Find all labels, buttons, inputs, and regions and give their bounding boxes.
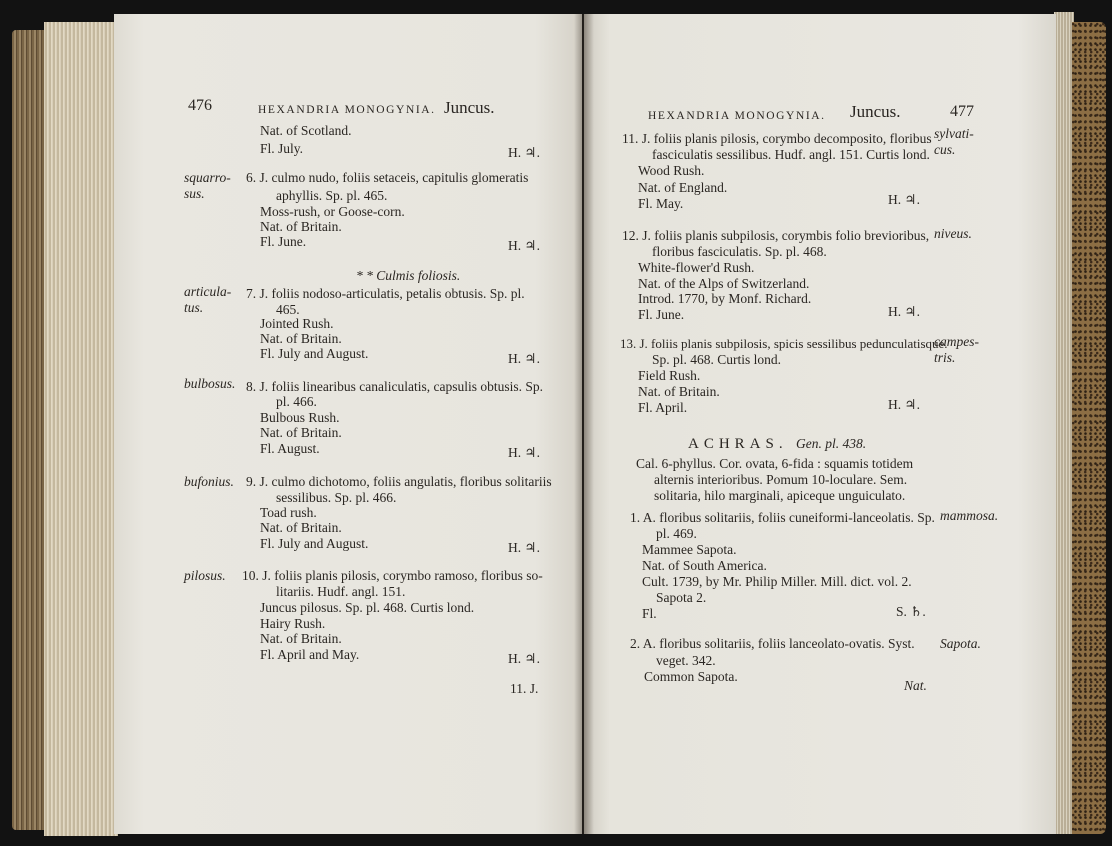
text-line: Fl. June.	[638, 307, 685, 322]
text-line: alternis interioribus. Pomum 10-loculare. Sem.	[654, 472, 908, 487]
text-line: solitaria, hilo marginali, apiceque unguiculato.	[654, 488, 906, 503]
text-line: 13. J. foliis planis subpilosis, spicis sessilibus pedunculatisque.	[620, 336, 948, 351]
text-line: 8. J. foliis linearibus canaliculatis, capsulis obtusis. Sp.	[246, 379, 543, 394]
text-line: 9. J. culmo dichotomo, foliis angulatis, floribus solitariis	[246, 474, 552, 489]
margin-note: Sapota.	[940, 636, 981, 651]
text-line: Sp. pl. 468. Curtis lond.	[652, 352, 782, 367]
text-line: 2. A. floribus solitariis, foliis lanceolato-ovatis. Syst.	[630, 636, 915, 651]
margin-note: tris.	[934, 350, 956, 365]
text-line: Wood Rush.	[638, 163, 705, 178]
catchword: Nat.	[904, 678, 927, 693]
margin-note: tus.	[184, 300, 204, 315]
text-line: Fl. July.	[260, 141, 304, 156]
genus-reference: Gen. pl. 438.	[796, 436, 867, 451]
text-line: litariis. Hudf. angl. 151.	[276, 584, 406, 599]
text-line: H. ♃.	[888, 304, 920, 319]
text-line: 10. J. foliis planis pilosis, corymbo ramoso, floribus so-	[242, 568, 543, 583]
text-line: Fl.	[642, 606, 657, 621]
text-line: Moss-rush, or Goose-corn.	[260, 204, 405, 219]
running-head: HEXANDRIA MONOGYNIA.	[258, 104, 436, 116]
text-line: Nat. of Britain.	[260, 631, 342, 646]
margin-note: cus.	[934, 142, 956, 157]
book-right-page-block	[1054, 12, 1074, 834]
margin-note: articula-	[184, 284, 232, 299]
text-line: Cal. 6-phyllus. Cor. ovata, 6-fida : squamis totidem	[636, 456, 914, 471]
text-line: pl. 466.	[276, 394, 317, 409]
margin-note: sylvati-	[934, 126, 974, 141]
text-line: Nat. of Britain.	[260, 520, 342, 535]
text-line: 465.	[276, 302, 300, 317]
text-line: Juncus pilosus. Sp. pl. 468. Curtis lond.	[260, 600, 475, 615]
margin-note: mammosa.	[940, 508, 999, 523]
text-line: Field Rush.	[638, 368, 701, 383]
text-line: Fl. May.	[638, 196, 684, 211]
text-line: Nat. of Britain.	[638, 384, 720, 399]
text-line: 6. J. culmo nudo, foliis setaceis, capitulis glomeratis	[246, 170, 529, 185]
text-line: H. ♃.	[508, 445, 540, 460]
text-line: Nat. of Britain.	[260, 219, 342, 234]
text-line: H. ♃.	[508, 145, 540, 160]
text-line: Fl. June.	[260, 234, 307, 249]
text-line: pl. 469.	[656, 526, 697, 541]
catchword: 11. J.	[510, 681, 539, 696]
margin-note: niveus.	[934, 226, 972, 241]
text-line: 7. J. foliis nodoso-articulatis, petalis obtusis. Sp. pl.	[246, 286, 525, 301]
text-line: 11. J. foliis planis pilosis, corymbo decomposito, floribus	[622, 131, 932, 146]
text-line: H. ♃.	[508, 351, 540, 366]
text-line: Fl. April.	[638, 400, 688, 415]
text-line: floribus fasciculatis. Sp. pl. 468.	[652, 244, 827, 259]
margin-note: squarro-	[184, 170, 231, 185]
text-line: White-flower'd Rush.	[638, 260, 755, 275]
text-line: H. ♃.	[508, 540, 540, 555]
page-number: 476	[188, 97, 212, 114]
margin-note: campes-	[934, 334, 979, 349]
genus-head: Juncus.	[850, 102, 901, 121]
text-line: H. ♃.	[888, 397, 920, 412]
text-line: Toad rush.	[260, 505, 317, 520]
text-line: Hairy Rush.	[260, 616, 326, 631]
book-right-edge	[1072, 22, 1106, 834]
book-left-page-block	[44, 22, 118, 836]
text-line: Jointed Rush.	[260, 316, 334, 331]
margin-note: bulbosus.	[184, 376, 236, 391]
text-line: Fl. April and May.	[260, 647, 360, 662]
text-line: Introd. 1770, by Monf. Richard.	[638, 291, 812, 306]
text-line: Nat. of Britain.	[260, 331, 342, 346]
text-line: Common Sapota.	[644, 669, 738, 684]
text-line: Cult. 1739, by Mr. Philip Miller. Mill. dict. vol. 2.	[642, 574, 912, 589]
margin-note: bufonius.	[184, 474, 234, 489]
section-heading: * * Culmis foliosis.	[356, 268, 461, 283]
genus-title: ACHRAS.	[688, 436, 788, 452]
text-line: aphyllis. Sp. pl. 465.	[276, 188, 388, 203]
margin-note: sus.	[184, 186, 205, 201]
text-line: Nat. of England.	[638, 180, 728, 195]
text-line: Fl. July and August.	[260, 536, 369, 551]
text-line: 12. J. foliis planis subpilosis, corymbis folio brevioribus,	[622, 228, 930, 243]
text-line: Mammee Sapota.	[642, 542, 737, 557]
text-line: Fl. August.	[260, 441, 320, 456]
text-line: Nat. of Scotland.	[260, 123, 352, 138]
book-gutter	[574, 14, 594, 834]
text-line: H. ♃.	[888, 192, 920, 207]
text-line: H. ♃.	[508, 238, 540, 253]
book-left-edge	[12, 30, 46, 830]
text-line: S. ♄.	[896, 604, 926, 619]
text-line: Nat. of Britain.	[260, 425, 342, 440]
text-line: Bulbous Rush.	[260, 410, 340, 425]
running-head: HEXANDRIA MONOGYNIA.	[648, 110, 826, 122]
page-number: 477	[950, 103, 974, 120]
text-line: Nat. of South America.	[642, 558, 767, 573]
text-line: Fl. July and August.	[260, 346, 369, 361]
margin-note: pilosus.	[184, 568, 226, 583]
text-line: sessilibus. Sp. pl. 466.	[276, 490, 397, 505]
text-line: Sapota 2.	[656, 590, 707, 605]
text-line: veget. 342.	[656, 653, 716, 668]
text-line: fasciculatis sessilibus. Hudf. angl. 151. Curtis lond.	[652, 147, 930, 162]
text-line: 1. A. floribus solitariis, foliis cuneiformi-lanceolatis. Sp.	[630, 510, 935, 525]
text-line: Nat. of the Alps of Switzerland.	[638, 276, 810, 291]
genus-head: Juncus.	[444, 98, 495, 117]
text-line: H. ♃.	[508, 651, 540, 666]
